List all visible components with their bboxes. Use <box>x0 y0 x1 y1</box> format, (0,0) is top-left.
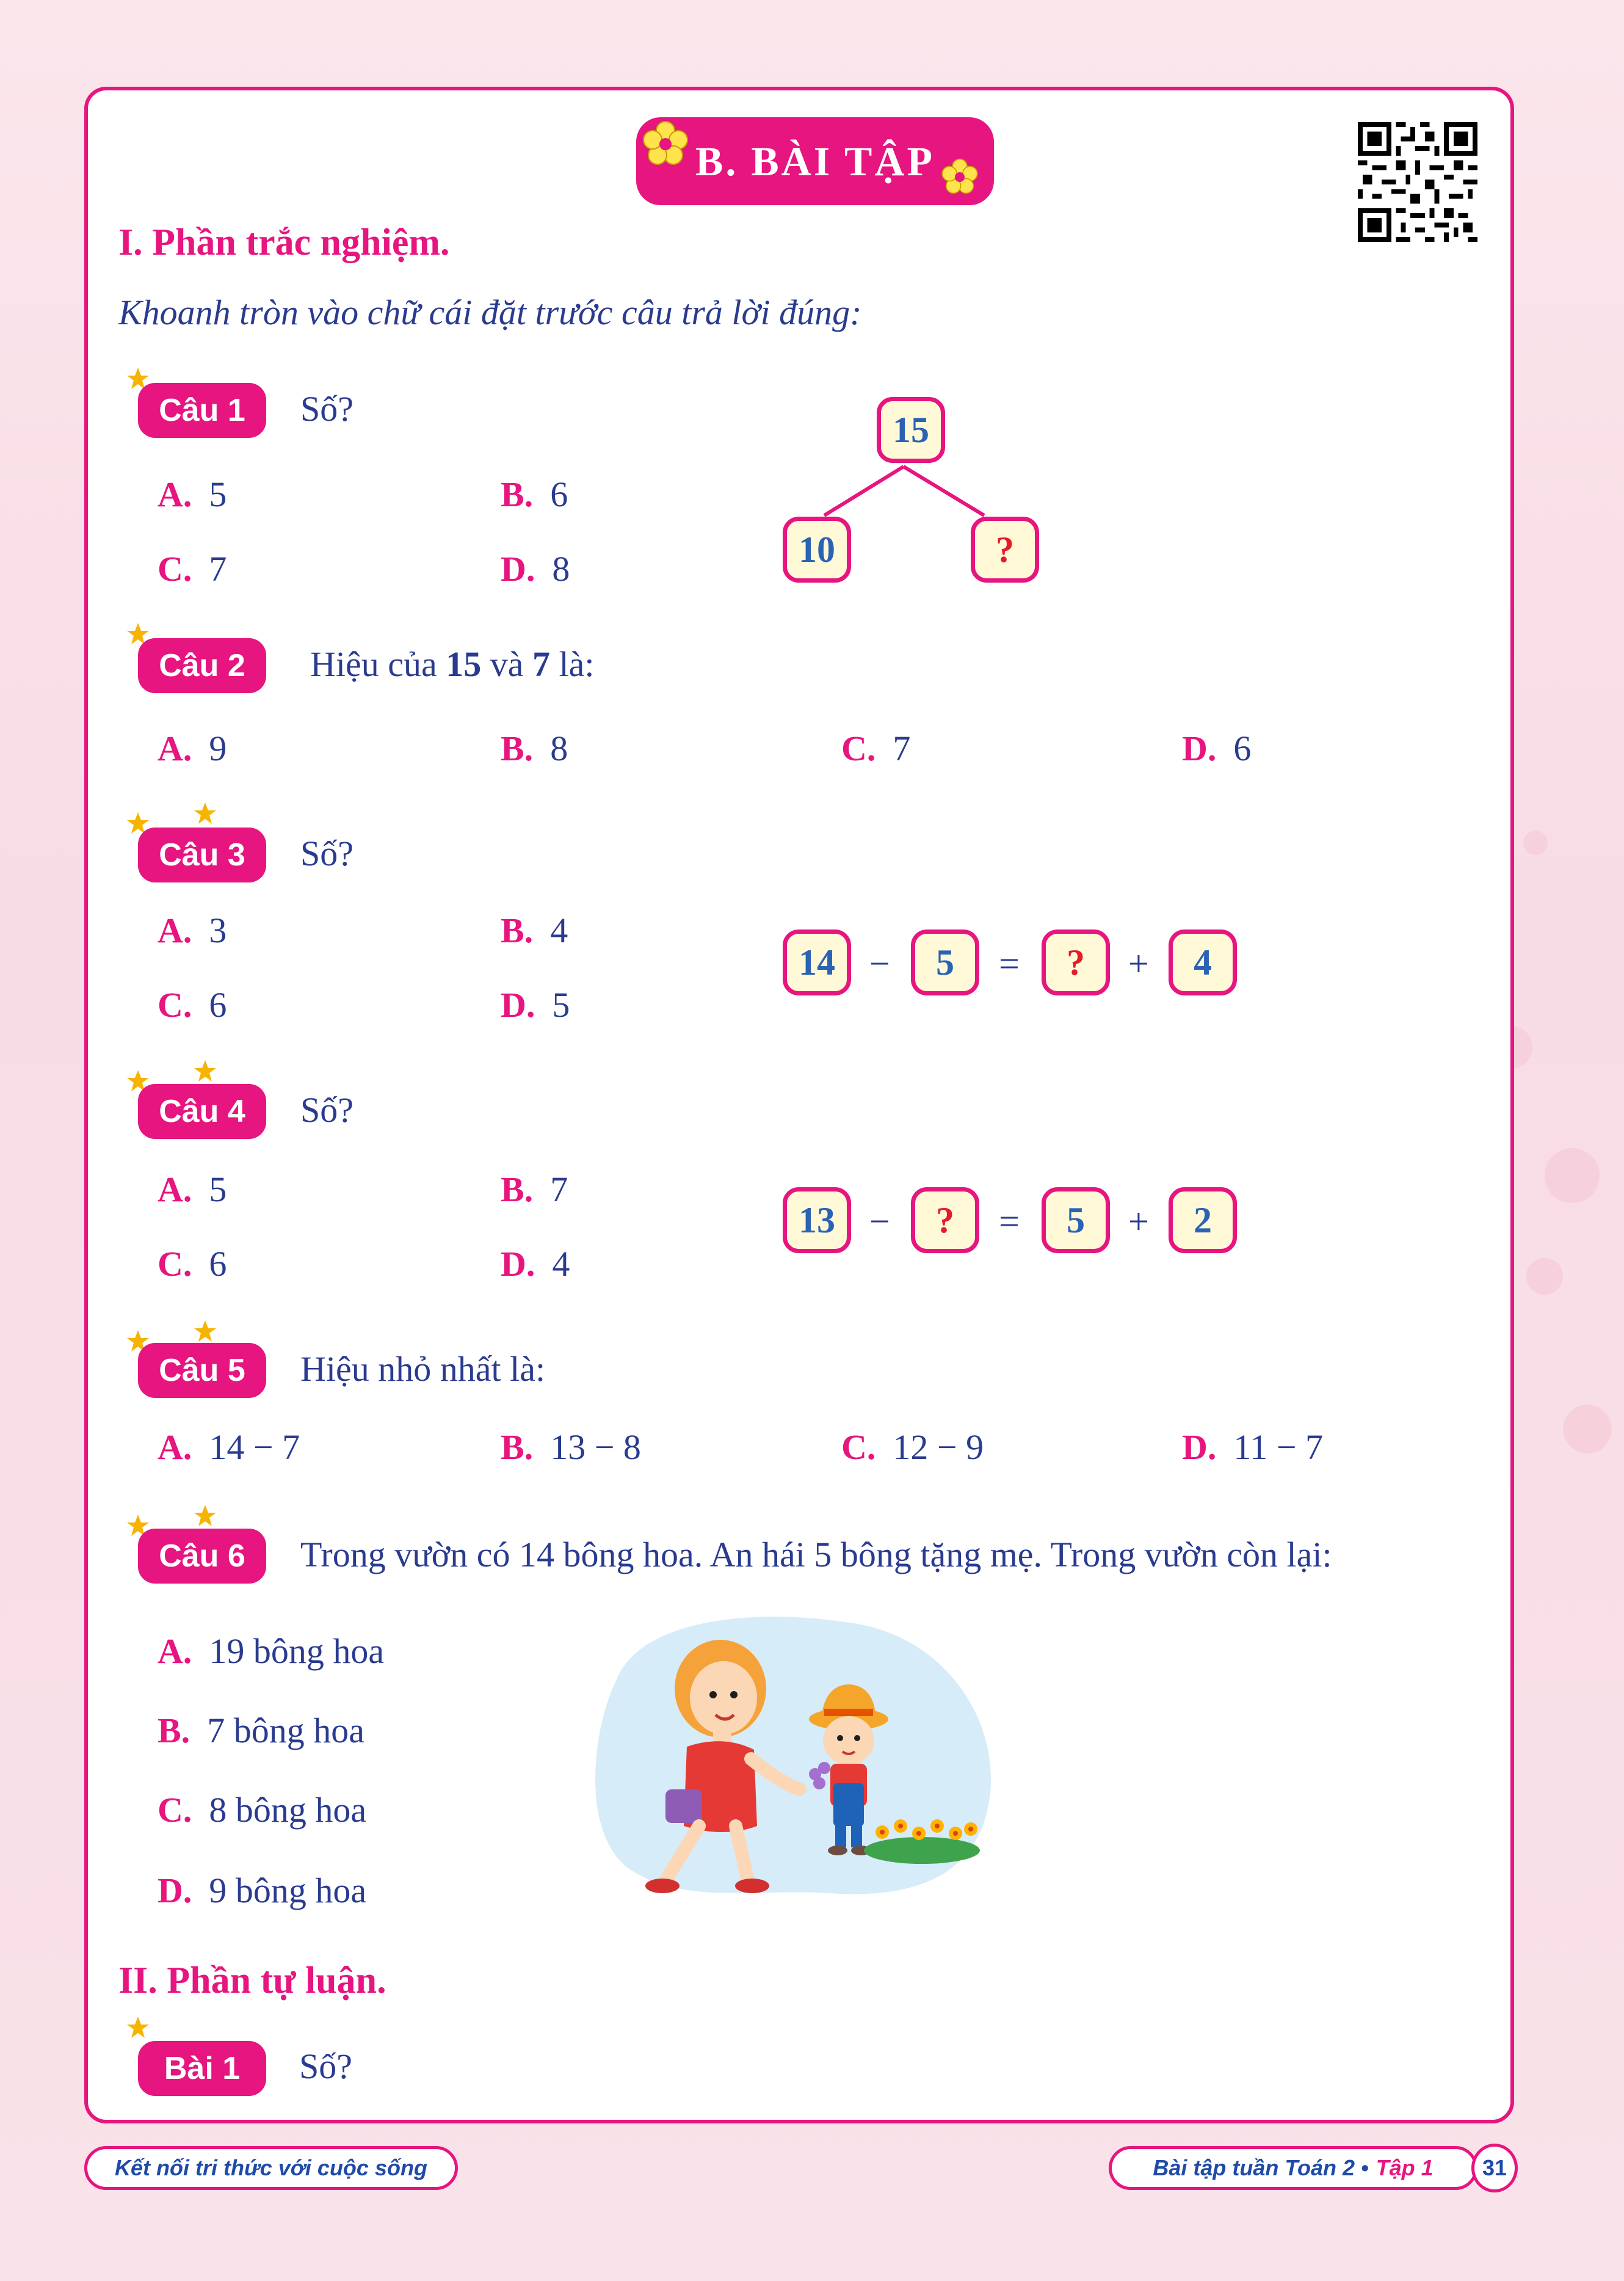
question-5-label: Câu 5 <box>138 1343 266 1398</box>
flower-icon <box>641 120 690 169</box>
q3-option-d[interactable]: D. 5 <box>501 985 570 1025</box>
q2-option-a[interactable]: A. 9 <box>158 729 227 768</box>
eq4-minus: − <box>869 1201 890 1242</box>
q5-option-c[interactable]: C. 12 − 9 <box>841 1427 984 1467</box>
q5-option-d[interactable]: D. 11 − 7 <box>1182 1427 1323 1467</box>
q6-option-a[interactable]: A. 19 bông hoa <box>158 1631 385 1671</box>
q6-option-b[interactable]: B. 7 bông hoa <box>158 1711 364 1750</box>
q4-option-d[interactable]: D. 4 <box>501 1244 570 1284</box>
question-3-text: Số? <box>300 834 353 873</box>
eq4-box-b[interactable]: ? <box>911 1187 979 1253</box>
tree-top-box: 15 <box>877 397 945 463</box>
q6-option-d[interactable]: D. 9 bông hoa <box>158 1871 367 1910</box>
footer-book-title: Bài tập tuần Toán 2 • Tập 1 <box>1109 2146 1477 2190</box>
question-6-label: Câu 6 <box>138 1529 266 1584</box>
q5-option-b[interactable]: B. 13 − 8 <box>501 1427 641 1467</box>
question-1-text: Số? <box>300 389 353 429</box>
star-icon <box>193 801 217 826</box>
exercise-1-label: Bài 1 <box>138 2041 266 2096</box>
exercise-1-text: Số? <box>299 2046 352 2086</box>
q4-option-b[interactable]: B. 7 <box>501 1170 568 1209</box>
q1-option-b[interactable]: B. 6 <box>501 475 568 514</box>
eq3-box-b: 5 <box>911 929 979 995</box>
eq4-box-c: 5 <box>1042 1187 1110 1253</box>
q2-option-b[interactable]: B. 8 <box>501 729 568 768</box>
q5-option-a[interactable]: A. 14 − 7 <box>158 1427 300 1467</box>
q2-option-d[interactable]: D. 6 <box>1182 729 1252 768</box>
tree-right-box[interactable]: ? <box>971 517 1039 583</box>
q2-option-c[interactable]: C. 7 <box>841 729 911 768</box>
question-3-label: Câu 3 <box>138 828 266 882</box>
eq3-equals: = <box>999 944 1020 984</box>
question-2-text: Hiệu của 15 và 7 là: <box>310 644 595 684</box>
mother-child-illustration <box>574 1606 1001 1912</box>
question-4-label: Câu 4 <box>138 1084 266 1139</box>
q4-option-c[interactable]: C. 6 <box>158 1244 227 1284</box>
section-2-title: II. Phần tự luận. <box>118 1960 386 2001</box>
instruction-text: Khoanh tròn vào chữ cái đặt trước câu trả lời đúng: <box>118 293 862 332</box>
eq3-box-d: 4 <box>1169 929 1237 995</box>
question-6-text: Trong vườn có 14 bông hoa. An hái 5 bông tặng mẹ. Trong vườn còn lại: <box>300 1535 1332 1574</box>
banner-title: B. BÀI TẬP <box>695 137 935 184</box>
eq4-equals: = <box>999 1201 1020 1242</box>
eq3-box-c[interactable]: ? <box>1042 929 1110 995</box>
eq3-plus: + <box>1128 944 1149 984</box>
q1-option-d[interactable]: D. 8 <box>501 549 570 589</box>
eq3-minus: − <box>869 944 890 984</box>
q3-option-a[interactable]: A. 3 <box>158 911 227 950</box>
tree-diagram-lines <box>812 452 995 525</box>
star-icon <box>193 1504 217 1528</box>
q4-option-a[interactable]: A. 5 <box>158 1170 227 1209</box>
q3-option-b[interactable]: B. 4 <box>501 911 568 950</box>
tree-left-box: 10 <box>783 517 851 583</box>
eq4-box-a: 13 <box>783 1187 851 1253</box>
qr-code-icon <box>1358 122 1477 242</box>
eq4-box-d: 2 <box>1169 1187 1237 1253</box>
q1-option-c[interactable]: C. 7 <box>158 549 227 589</box>
q3-option-c[interactable]: C. 6 <box>158 985 227 1025</box>
q6-option-c[interactable]: C. 8 bông hoa <box>158 1790 367 1830</box>
section-1-title: I. Phần trắc nghiệm. <box>118 222 450 263</box>
star-icon <box>193 1319 217 1344</box>
eq4-plus: + <box>1128 1201 1149 1242</box>
question-1-label: Câu 1 <box>138 383 266 438</box>
footer-series-label: Kết nối tri thức với cuộc sống <box>84 2146 458 2190</box>
star-icon <box>193 1059 217 1083</box>
question-5-text: Hiệu nhỏ nhất là: <box>300 1349 546 1389</box>
q1-option-a[interactable]: A. 5 <box>158 475 227 514</box>
flower-icon <box>940 158 979 197</box>
page-number: 31 <box>1471 2144 1518 2192</box>
question-4-text: Số? <box>300 1090 353 1130</box>
question-2-label: Câu 2 <box>138 638 266 693</box>
star-icon <box>126 2015 150 2040</box>
eq3-box-a: 14 <box>783 929 851 995</box>
